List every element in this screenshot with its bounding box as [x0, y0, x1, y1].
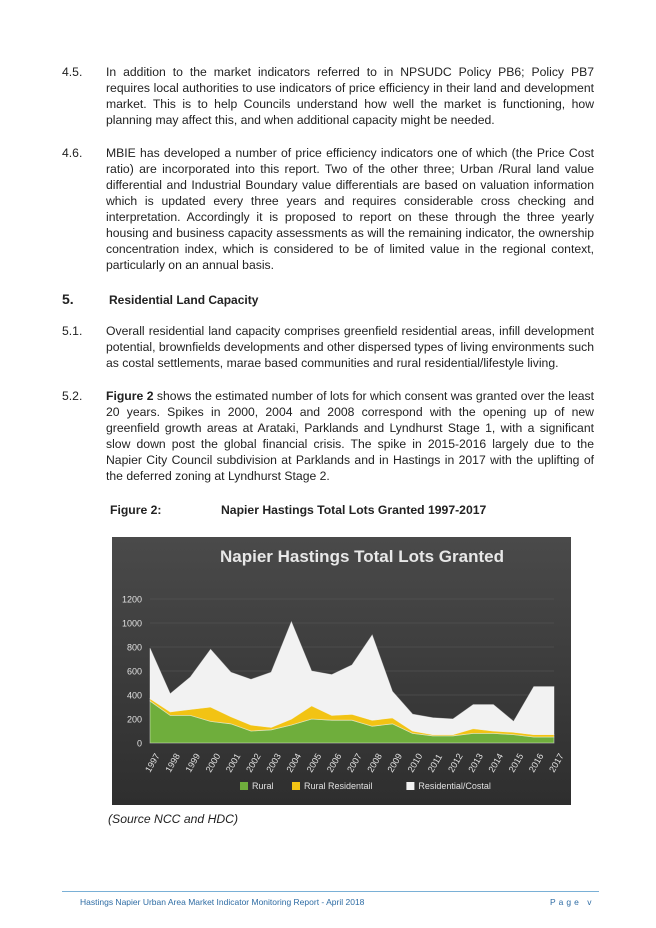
- paragraph-4-5: [62, 64, 594, 128]
- paragraph-number: 5.1.: [62, 324, 83, 338]
- paragraph-4-6: [62, 145, 594, 273]
- x-tick-label: 2001: [223, 751, 243, 774]
- x-tick-label: 1998: [163, 751, 182, 774]
- x-tick-label: 2006: [324, 751, 344, 774]
- x-tick-label: 2016: [526, 751, 546, 774]
- y-tick-label: 600: [126, 666, 142, 677]
- section-number: 5.: [62, 291, 74, 307]
- figure-label: Figure 2:: [110, 503, 162, 517]
- y-tick-label: 400: [126, 690, 142, 701]
- chart-container: [112, 537, 571, 805]
- x-tick-label: 2015: [506, 751, 526, 774]
- paragraph-5-2: [62, 388, 594, 484]
- figure-title: Napier Hastings Total Lots Granted 1997-2017: [221, 503, 487, 517]
- x-tick-label: 2014: [486, 751, 506, 774]
- footer-divider: [62, 891, 599, 892]
- y-tick-label: 200: [126, 714, 142, 725]
- paragraph-body: shows the estimated number of lots for which consent was granted over the least 20 years. Spikes in 2000, 2004 and 2008 correspond with the opening up of new greenfield growth areas at Arataki, Parklands and Lyndhurst Stage 1, with a significant slow down post the global financial crisis. The spike in 2015-2016 largely due to the Napier City Council subdivision at Parklands and in Hastings in 2017 with the uplifting of the deferred zoning at Lyndhurst Stage 2.: [106, 389, 594, 483]
- section-heading: [62, 291, 259, 309]
- paragraph-text: [106, 388, 594, 484]
- x-tick-label: 2000: [203, 751, 223, 774]
- paragraph-5-1: [62, 323, 594, 371]
- paragraph-number: 4.5.: [62, 65, 83, 79]
- section-title: Residential Land Capacity: [109, 293, 259, 307]
- legend-label: Rural: [252, 781, 274, 791]
- y-tick-label: 800: [126, 642, 142, 653]
- figure-reference: Figure 2: [106, 389, 154, 403]
- paragraph-text: Overall residential land capacity comprises greenfield residential areas, infill development potential, brownfields developments and other dispersed types of living environments such as costal settlements, marae based communities and rural residential/lifestyle living.: [106, 324, 594, 370]
- chart-title: Napier Hastings Total Lots Granted: [219, 547, 505, 566]
- x-tick-label: 2007: [345, 751, 364, 774]
- x-tick-label: 1999: [183, 751, 203, 774]
- x-tick-label: 2011: [425, 752, 445, 774]
- legend-label: Residential/Costal: [418, 781, 491, 791]
- y-tick-label: 1000: [121, 618, 142, 629]
- y-tick-label: 1200: [121, 594, 142, 605]
- x-tick-label: 2002: [244, 751, 263, 774]
- x-tick-label: 1997: [143, 751, 162, 774]
- area-chart: [112, 537, 571, 805]
- paragraph-number: 5.2.: [62, 389, 83, 403]
- x-tick-label: 2009: [385, 751, 405, 774]
- x-tick-label: 2004: [284, 751, 304, 774]
- x-tick-label: 2017: [547, 751, 566, 774]
- x-tick-label: 2008: [365, 751, 384, 774]
- legend-swatch: [240, 782, 248, 790]
- x-tick-label: 2003: [264, 751, 283, 774]
- legend-label: Rural Residentail: [304, 781, 373, 791]
- footer-report-title: Hastings Napier Urban Area Market Indicator Monitoring Report - April 2018: [80, 897, 365, 907]
- figure-source: (Source NCC and HDC): [108, 812, 239, 826]
- paragraph-text: In addition to the market indicators referred to in NPSUDC Policy PB6; Policy PB7 requires local authorities to use indicators of price efficiency in their land and development market. This is to help Councils understand how well the market is functioning, how planning may affect this, and when additional capacity might be needed.: [106, 65, 594, 127]
- x-tick-label: 2012: [446, 751, 465, 774]
- footer-page-number: Page v: [550, 897, 595, 907]
- paragraph-text: MBIE has developed a number of price efficiency indicators one of which (the Price Cost ratio) are incorporated into this report. Two of the other three; Urban /Rural land value differential and Industrial Boundary value differentials are based on valuation information which is updated every three years and requires considerable cross checking and interpretation. Accordingly it is proposed to report on these through the three yearly housing and business capacity assessments as will the remaining indicator, the ownership concentration index, which is considered to be of limited value in the regional context, particularly on an annual basis.: [106, 146, 594, 272]
- x-tick-label: 2005: [304, 751, 324, 774]
- x-tick-label: 2010: [405, 751, 425, 774]
- x-tick-label: 2013: [466, 751, 485, 774]
- legend-swatch: [406, 782, 414, 790]
- paragraph-number: 4.6.: [62, 146, 83, 160]
- legend-swatch: [292, 782, 300, 790]
- y-tick-label: 0: [136, 738, 142, 749]
